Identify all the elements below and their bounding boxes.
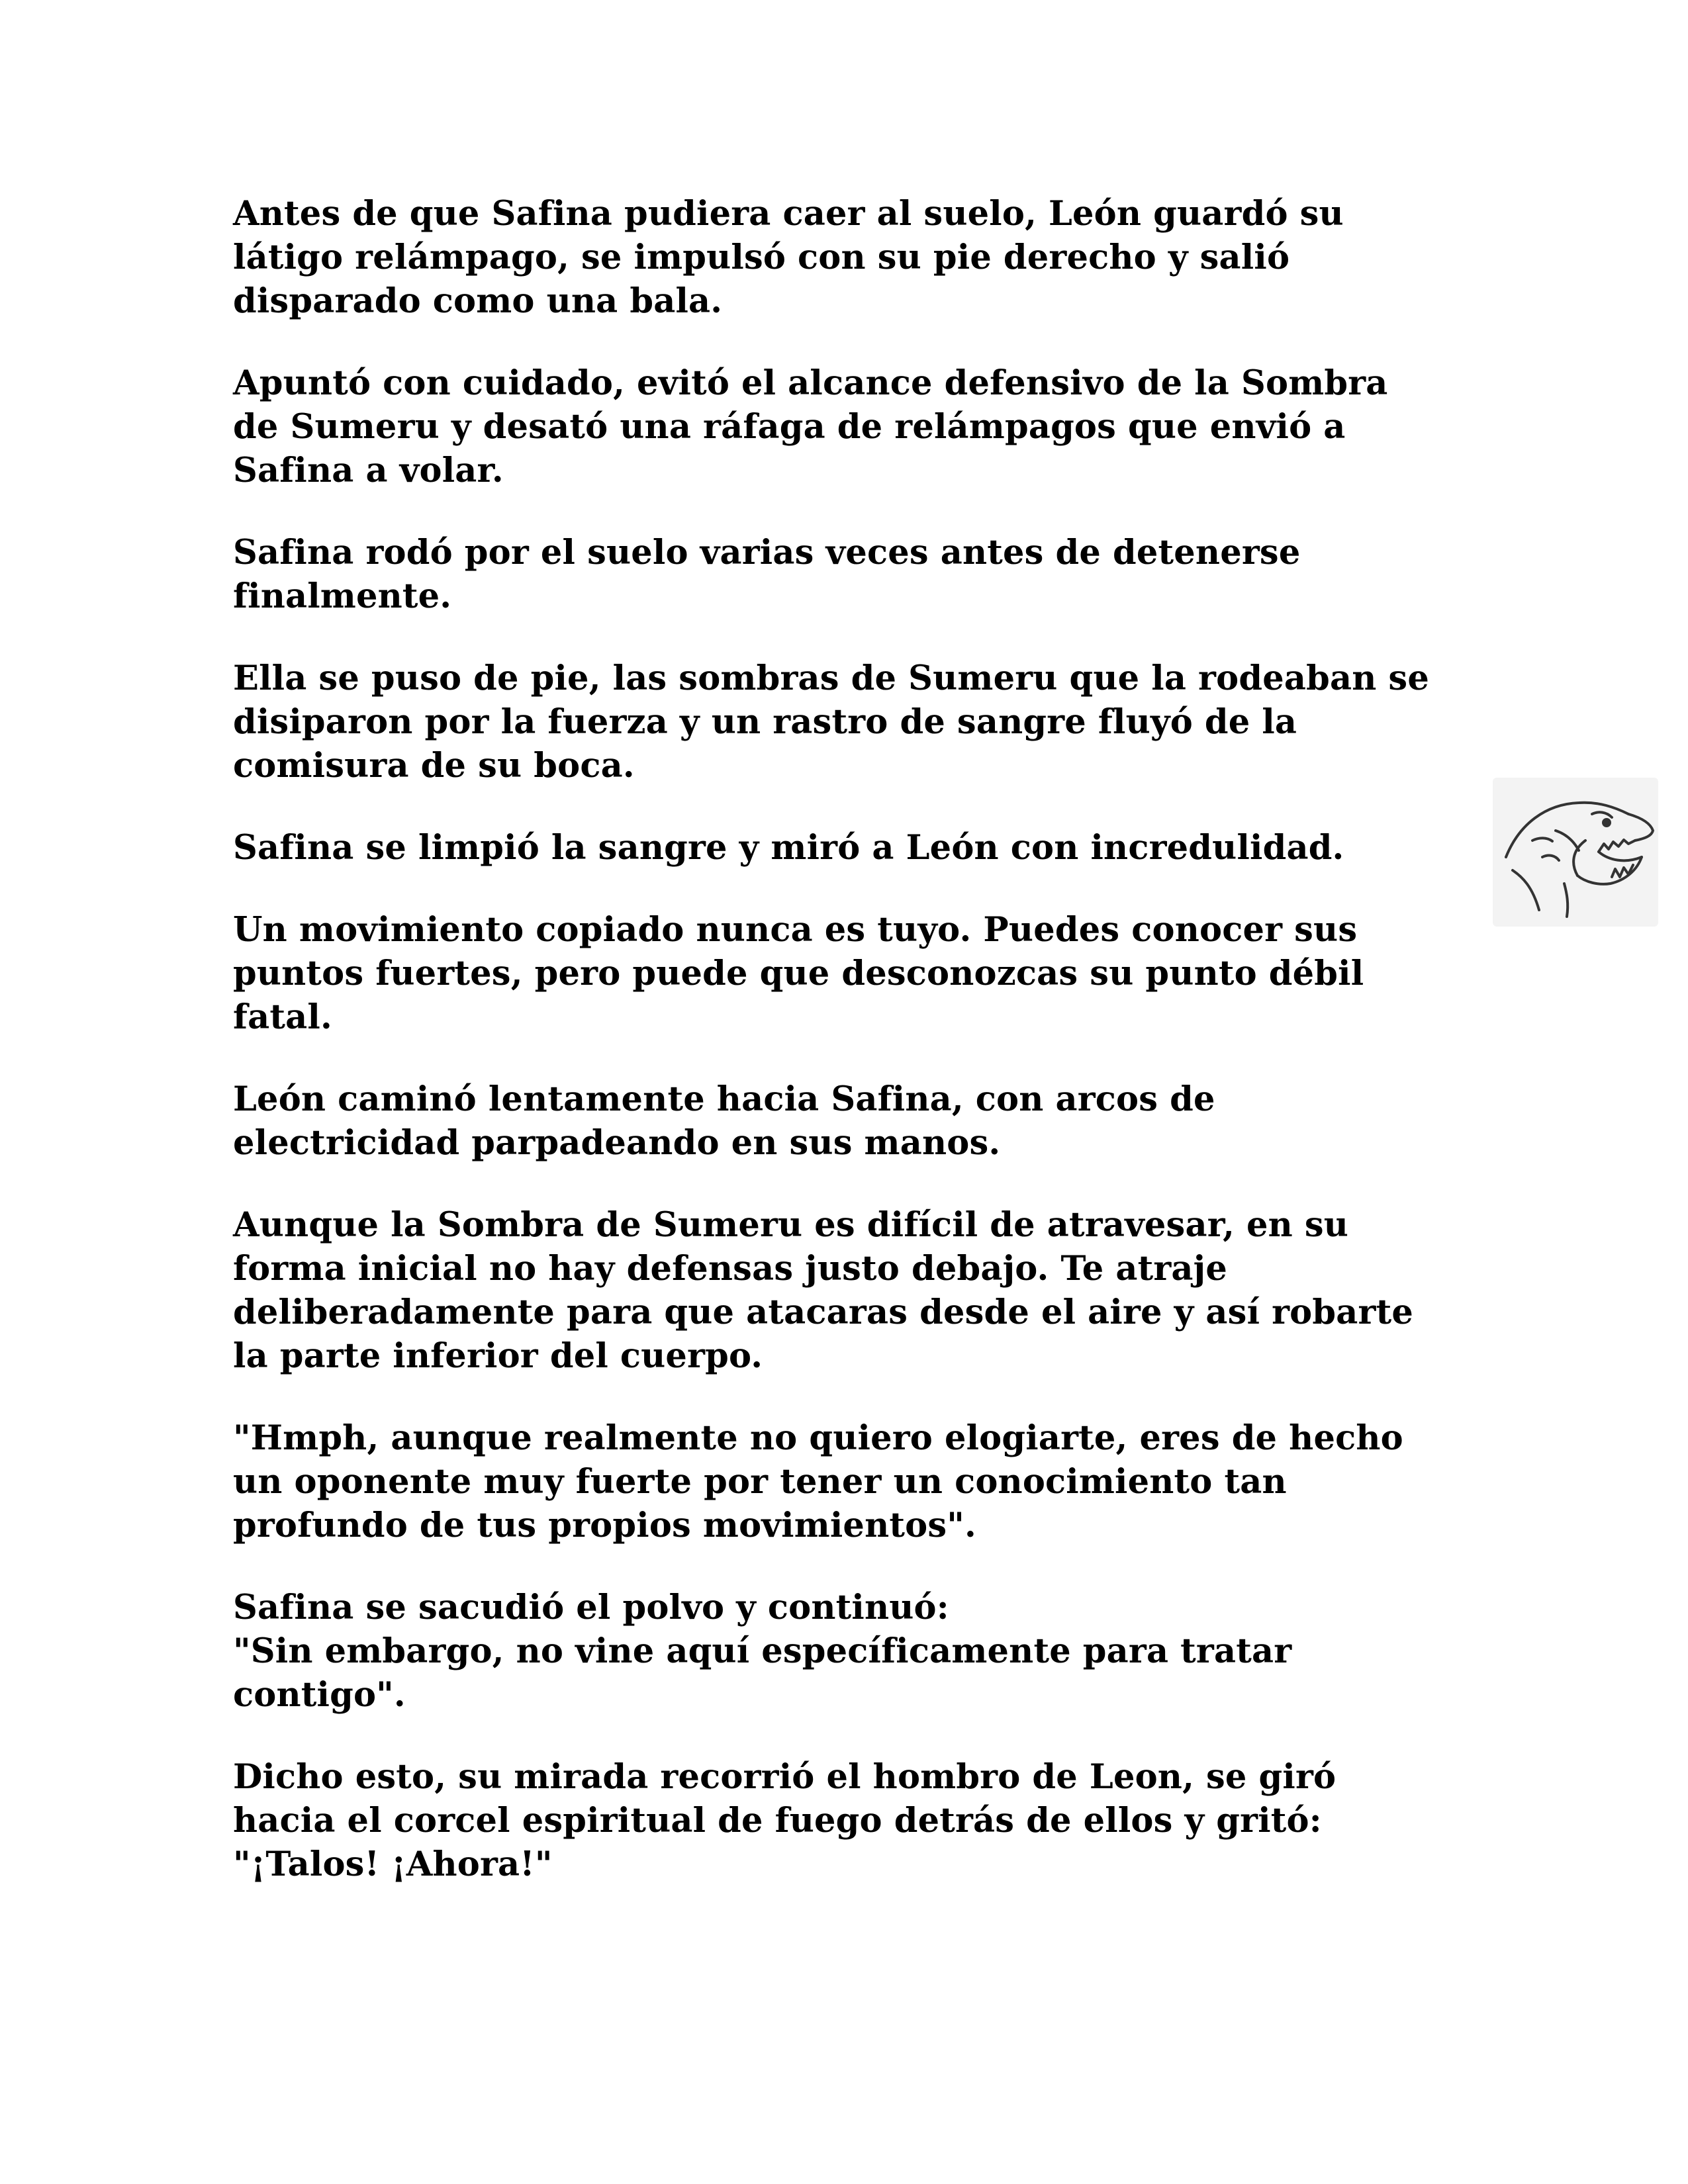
paragraph-7: León caminó lentamente hacia Safina, con arcos de electricidad parpadeando en sus manos. bbox=[233, 1079, 1215, 1163]
paragraph-1: Antes de que Safina pudiera caer al suelo, León guardó su látigo relámpago, se impulsó con su pie derecho y salió disparado como una bala. bbox=[233, 194, 1344, 321]
paragraph-4: Ella se puso de pie, las sombras de Sumeru que la rodeaban se disiparon por la fuerza y un rastro de sangre fluyó de la comisura de su boca. bbox=[233, 659, 1429, 786]
paragraph-10: Safina se sacudió el polvo y continuó: "Sin embargo, no vine aquí específicamente para tratar contigo". bbox=[233, 1588, 1292, 1715]
paragraph-6: Un movimiento copiado nunca es tuyo. Puedes conocer sus puntos fuertes, pero puede que desconozcas su punto débil fatal. bbox=[233, 910, 1364, 1037]
paragraph-11: Dicho esto, su mirada recorrió el hombro de Leon, se giró hacia el corcel espiritual de fuego detrás de ellos y gritó: "¡Talos! ¡Ahora!" bbox=[233, 1757, 1336, 1884]
dinosaur-head-icon bbox=[1493, 778, 1658, 927]
paragraph-5: Safina se limpió la sangre y miró a León con incredulidad. bbox=[233, 828, 1344, 868]
paragraph-2: Apuntó con cuidado, evitó el alcance defensivo de la Sombra de Sumeru y desató una ráfaga de relámpagos que envió a Safina a volar. bbox=[233, 363, 1388, 490]
paragraph-3: Safina rodó por el suelo varias veces antes de detenerse finalmente. bbox=[233, 533, 1301, 616]
paragraph-9: "Hmph, aunque realmente no quiero elogiarte, eres de hecho un oponente muy fuerte por tener un conocimiento tan profundo de tus propios movimientos". bbox=[233, 1418, 1403, 1545]
body-text bbox=[233, 192, 1464, 1925]
paragraph-8: Aunque la Sombra de Sumeru es difícil de atravesar, en su forma inicial no hay defensas justo debajo. Te atraje deliberadamente para que atacaras desde el aire y así robarte la parte inferior del cuerpo. bbox=[233, 1205, 1413, 1376]
